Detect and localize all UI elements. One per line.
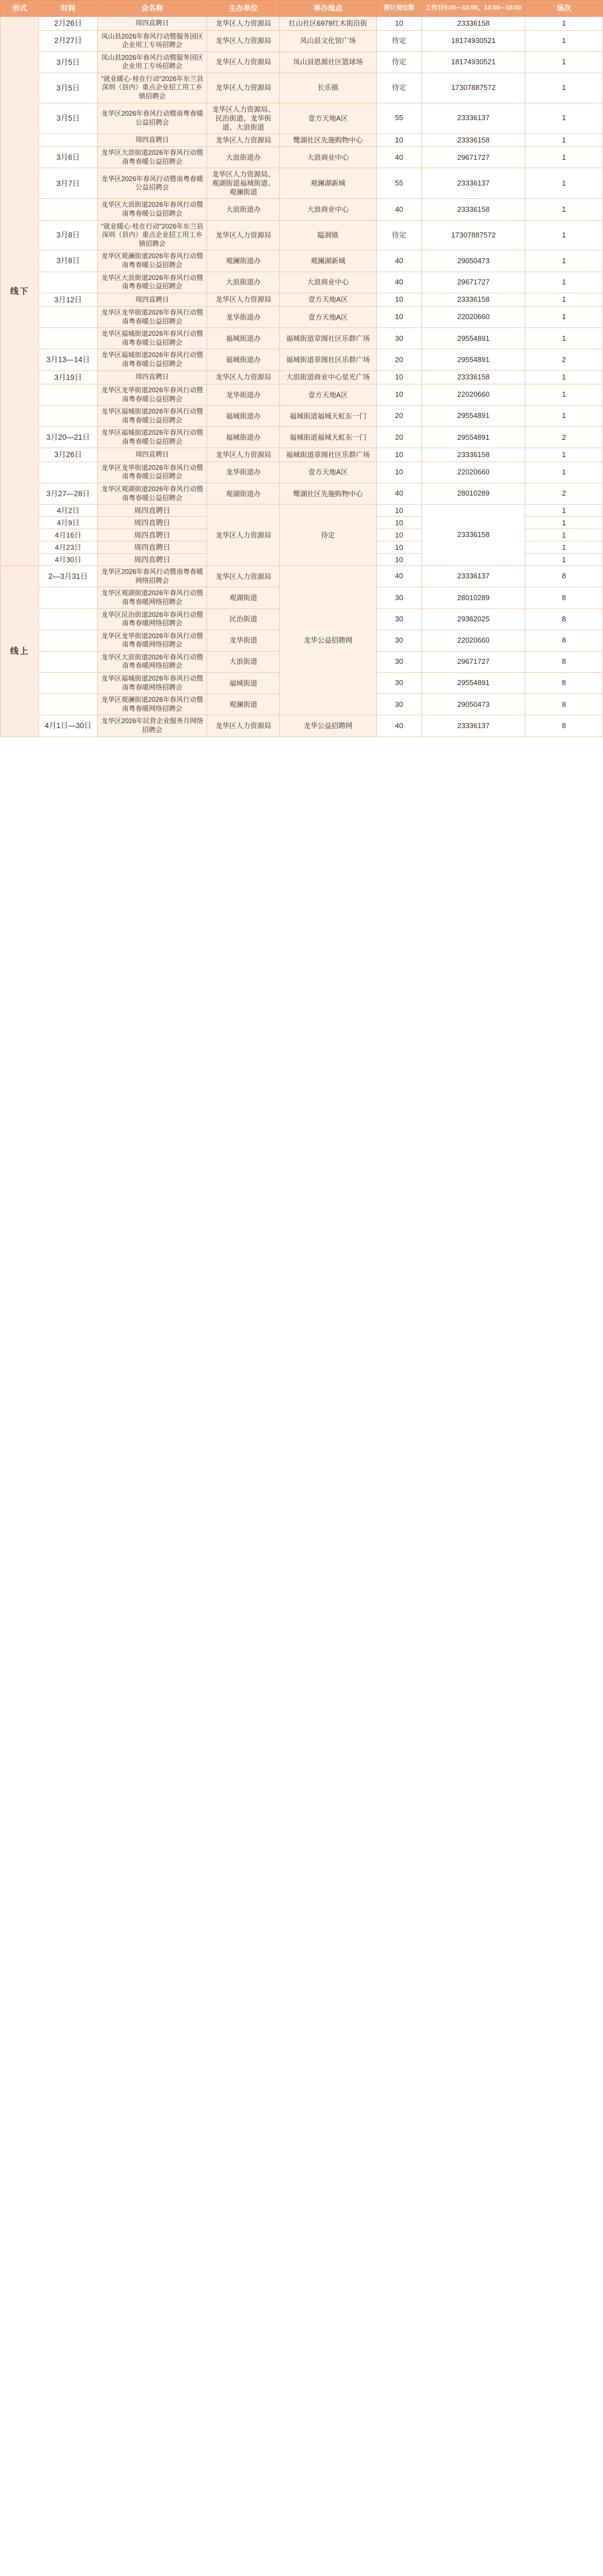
table-row xyxy=(1,505,603,566)
date-cell: 3月12日 xyxy=(39,293,97,306)
date-cell: 3月6日 xyxy=(39,147,97,168)
job-fair-schedule-table xyxy=(0,0,603,737)
fair-name-cell: 龙华区观澜街道2026年春风行动暨南粤春暖网络招聘会 xyxy=(97,694,207,715)
date-cell xyxy=(39,199,97,220)
sessions-cell: 8 xyxy=(525,566,603,587)
planned-posts-cell: 10 xyxy=(376,462,422,483)
organizer-cell: 龙华区人力资源局 xyxy=(207,134,280,147)
location-cell: 福城街道福城天虹东一门 xyxy=(280,406,377,427)
organizer-cell: 龙华区人力资源局 xyxy=(207,17,280,30)
location-cell: 福城街道章阁社区乐群广场 xyxy=(280,328,377,349)
header-worktime-phone: 工作日9:00—12:00，14:00—18:00 xyxy=(422,1,525,17)
header-mode: 形式 xyxy=(1,1,39,17)
sessions-cell: 1 xyxy=(525,199,603,220)
location-cell: 凤山县文化馆广场 xyxy=(280,30,377,51)
contact-phone-cell: 22020660 xyxy=(422,462,525,483)
fair-name-cell: 龙华区福城街道2026年春风行动暨南粤春暖公益招聘会 xyxy=(97,349,207,370)
planned-posts-cell: 40 xyxy=(376,147,422,168)
table-header-row xyxy=(1,1,603,17)
date-cell: 3月13—14日 xyxy=(39,349,97,370)
date-cell xyxy=(39,651,97,672)
table-row xyxy=(1,250,603,272)
fair-name-cell: 龙华区龙华街道2026年春风行动暨南粤春暖公益招聘会 xyxy=(97,462,207,483)
planned-posts-cell: 40 xyxy=(376,566,422,587)
table-row xyxy=(1,17,603,30)
contact-phone-cell: 22020660 xyxy=(422,384,525,405)
organizer-cell: 大浪街道 xyxy=(207,651,280,672)
date-cell: 2—3月31日 xyxy=(39,566,97,587)
planned-posts-cell: 10 xyxy=(376,448,422,462)
planned-posts-cell: 10 xyxy=(376,384,422,405)
fair-name-cell: 凤山县2026年春风行动暨服务园区企业用工专场招聘会 xyxy=(97,51,207,73)
fair-name-cell: 龙华区2026年春风行动暨南粤春暖公益招聘会 xyxy=(97,103,207,134)
date-cell: 3月5日 xyxy=(39,51,97,73)
date-cell: 3月26日 xyxy=(39,448,97,462)
planned-posts-cell: 40 xyxy=(376,483,422,504)
table-row xyxy=(1,30,603,51)
date-cell: 3月20—21日 xyxy=(39,427,97,448)
location-cell: 大浪商业中心 xyxy=(280,272,377,293)
sessions-cell: 8 xyxy=(525,673,603,694)
sessions-cell: 8 xyxy=(525,715,603,736)
sessions-cell: 1 xyxy=(525,250,603,272)
date-cell xyxy=(39,462,97,483)
table-row xyxy=(1,349,603,370)
fair-name-cell: 龙华区2026年春风行动暨南粤春暖网络招聘会 xyxy=(97,566,207,587)
contact-phone-cell: 29671727 xyxy=(422,651,525,672)
sessions-cell: 1 xyxy=(525,134,603,147)
organizer-cell: 大浪街道办 xyxy=(207,147,280,168)
table-header xyxy=(1,1,603,17)
header-fair-name: 会名称 xyxy=(97,1,207,17)
planned-posts-cell: 30 xyxy=(376,651,422,672)
sessions-cell: 1 xyxy=(525,462,603,483)
organizer-cell: 观澜街道 xyxy=(207,694,280,715)
organizer-cell: 龙华区人力资源局 xyxy=(207,220,280,250)
sessions-cell: 2 xyxy=(525,483,603,504)
sessions-cell: 8 xyxy=(525,694,603,715)
contact-phone-cell: 23336158 xyxy=(422,199,525,220)
planned-posts-cell: 10 xyxy=(376,307,422,328)
location-cell: 红山社区6979红木街沿街 xyxy=(280,17,377,30)
contact-phone-cell: 23336137 xyxy=(422,566,525,587)
fair-name-cell: 龙华区大浪街道2026年春风行动暨南粤春暖网络招聘会 xyxy=(97,651,207,672)
planned-posts-cell: 待定 xyxy=(376,73,422,103)
location-cell: 隘洞镇 xyxy=(280,220,377,250)
organizer-cell: 龙华区人力资源局 xyxy=(207,566,280,587)
sessions-cell: 1 xyxy=(525,147,603,168)
table-row xyxy=(1,73,603,103)
sessions-cell: 1 xyxy=(525,384,603,405)
date-cell xyxy=(39,694,97,715)
organizer-cell: 福城街道办 xyxy=(207,328,280,349)
mode-cell-online: 线上 xyxy=(1,566,39,737)
planned-posts-cell: 待定 xyxy=(376,51,422,73)
contact-phone-cell: 23336158 xyxy=(422,17,525,30)
fair-name-cell: "就业暖心·桂在行动"2026年东兰县深圳（县内）重点企业招工用工乡镇招聘会 xyxy=(97,220,207,250)
planned-posts-cell: 40 xyxy=(376,199,422,220)
location-cell: 福城街道章阁社区乐群广场 xyxy=(280,448,377,462)
fair-name-cell: 龙华区福城街道2026年春风行动暨南粤春暖公益招聘会 xyxy=(97,427,207,448)
planned-posts-cell: 40 xyxy=(376,715,422,736)
fair-name-cell: 龙华区大浪街道2026年春风行动暨南粤春暖公益招聘会 xyxy=(97,199,207,220)
date-cell xyxy=(39,673,97,694)
fair-name-cell: 龙华区大浪街道2026年春风行动暨南粤春暖公益招聘会 xyxy=(97,272,207,293)
fair-name-cell: 龙华区观澜街道2026年春风行动暨南粤春暖公益招聘会 xyxy=(97,250,207,272)
table-row xyxy=(1,272,603,293)
date-cell: 2月26日 xyxy=(39,17,97,30)
sessions-cell: 1 xyxy=(525,103,603,134)
organizer-cell: 观湖街道办 xyxy=(207,483,280,504)
table-row xyxy=(1,168,603,199)
location-cell: 观澜湖新城 xyxy=(280,250,377,272)
contact-phone-cell: 22020660 xyxy=(422,307,525,328)
fair-name-cell: 周四直聘日 xyxy=(97,370,207,384)
location-cell: 长乐镇 xyxy=(280,73,377,103)
sessions-cell: 1 xyxy=(525,448,603,462)
organizer-cell: 观澜街道办 xyxy=(207,250,280,272)
location-cell: 壹方天地A区 xyxy=(280,384,377,405)
planned-posts-cell: 30 xyxy=(376,630,422,651)
table-row xyxy=(1,199,603,220)
organizer-cell: 龙华区人力资源局 xyxy=(207,73,280,103)
table-row xyxy=(1,103,603,134)
planned-posts-cell: 40 xyxy=(376,250,422,272)
contact-phone-cell: 29554891 xyxy=(422,328,525,349)
fair-name-cell: 周四直聘日 xyxy=(97,448,207,462)
planned-posts-cell: 20 xyxy=(376,349,422,370)
table-row xyxy=(1,293,603,306)
fair-name-cell: 龙华区龙华街道2026年春风行动暨南粤春暖公益招聘会 xyxy=(97,384,207,405)
location-cell: 壹方天地A区 xyxy=(280,462,377,483)
table-row xyxy=(1,566,603,587)
contact-phone-cell: 29050473 xyxy=(422,694,525,715)
table-row xyxy=(1,307,603,328)
fair-name-cell: 龙华区大浪街道2026年春风行动暨南粤春暖公益招聘会 xyxy=(97,147,207,168)
date-cell xyxy=(39,134,97,147)
table-row xyxy=(1,51,603,73)
date-cell xyxy=(39,406,97,427)
fair-name-cell: 龙华区观湖街道2026年春风行动暨南粤春暖网络招聘会 xyxy=(97,587,207,609)
location-cell: 福城街道章阁社区乐群广场 xyxy=(280,349,377,370)
fair-name-cell: 龙华区2026年民营企业服务月网络招聘会 xyxy=(97,715,207,736)
sessions-cell: 1 xyxy=(525,406,603,427)
date-cell xyxy=(39,609,97,630)
contact-phone-cell: 18174930521 xyxy=(422,30,525,51)
planned-posts-cell: 55 xyxy=(376,168,422,199)
contact-phone-cell: 17307887572 xyxy=(422,220,525,250)
table-body xyxy=(1,17,603,736)
sessions-cell: 8 xyxy=(525,609,603,630)
location-cell: 大浪街道商业中心星光广场 xyxy=(280,370,377,384)
header-location: 举办地点 xyxy=(280,1,377,17)
location-cell: 待定 xyxy=(280,505,377,566)
contact-phone-cell: 23336137 xyxy=(422,715,525,736)
date-cell: 3月8日 xyxy=(39,220,97,250)
date-cell xyxy=(39,272,97,293)
date-cell: 3月5日 xyxy=(39,73,97,103)
organizer-cell: 观湖街道 xyxy=(207,587,280,609)
planned-posts-cell: 20 xyxy=(376,427,422,448)
sessions-cell: 1 xyxy=(525,17,603,30)
organizer-cell: 龙华区人力资源局、观湖街道福城街道、观澜街道 xyxy=(207,168,280,199)
contact-phone-cell: 17307887572 xyxy=(422,73,525,103)
contact-phone-cell: 28010289 xyxy=(422,587,525,609)
planned-posts-cell: 30 xyxy=(376,609,422,630)
schedule-sheet xyxy=(0,0,603,737)
location-cell: 鹭湖社区先施购物中心 xyxy=(280,134,377,147)
contact-phone-cell: 29554891 xyxy=(422,673,525,694)
mode-cell-offline: 线下 xyxy=(1,17,39,566)
sessions-cell: 1 xyxy=(525,272,603,293)
organizer-cell: 福城街道办 xyxy=(207,427,280,448)
planned-posts-cell: 20 xyxy=(376,406,422,427)
fair-name-cell: 龙华区福城街道2026年春风行动暨南粤春暖公益招聘会 xyxy=(97,328,207,349)
planned-posts-cell: 10 xyxy=(376,134,422,147)
table-row xyxy=(1,384,603,405)
date-cell: 4月1日—30日 xyxy=(39,715,97,736)
contact-phone-cell: 23336158 xyxy=(422,370,525,384)
sessions-cell: 2 xyxy=(525,427,603,448)
location-cell: 凤山县恩源社区篮球场 xyxy=(280,51,377,73)
sessions-cell: 1 xyxy=(525,51,603,73)
location-cell: 福城街道福城天虹东一门 xyxy=(280,427,377,448)
sessions-cell: 8 xyxy=(525,630,603,651)
date-cell xyxy=(39,630,97,651)
contact-phone-cell: 29671727 xyxy=(422,272,525,293)
organizer-cell: 龙华街道办 xyxy=(207,307,280,328)
fair-name-cell: 龙华区龙华街道2026年春风行动暨南粤春暖公益招聘会 xyxy=(97,307,207,328)
contact-phone-cell: 22020660 xyxy=(422,630,525,651)
table-row xyxy=(1,483,603,504)
date-cell: 2月27日 xyxy=(39,30,97,51)
table-row xyxy=(1,462,603,483)
sessions-cell: 2 xyxy=(525,349,603,370)
sessions-cell: 8 xyxy=(525,587,603,609)
fair-name-cell: 龙华区福城街道2026年春风行动暨南粤春暖网络招聘会 xyxy=(97,673,207,694)
date-cell: 3月8日 xyxy=(39,250,97,272)
planned-posts-cell: 30 xyxy=(376,328,422,349)
fair-name-cell: 龙华区2026年春风行动暨南粤春暖公益招聘会 xyxy=(97,168,207,199)
sessions-cell: 1 xyxy=(525,328,603,349)
sessions-cell: 1 xyxy=(525,220,603,250)
contact-phone-cell: 23336158 xyxy=(422,448,525,462)
organizer-cell: 福城街道办 xyxy=(207,406,280,427)
organizer-cell: 大浪街道办 xyxy=(207,199,280,220)
contact-phone-cell: 29554891 xyxy=(422,427,525,448)
location-cell: 壹方天地A区 xyxy=(280,293,377,306)
sessions-cell: 1 xyxy=(525,73,603,103)
location-cell: 鹭湖社区先施购物中心 xyxy=(280,483,377,504)
planned-posts-cell: 10 xyxy=(376,17,422,30)
organizer-cell: 龙华区人力资源局 xyxy=(207,293,280,306)
location-cell: 龙华公益招聘网 xyxy=(280,715,377,736)
organizer-cell: 龙华区人力资源局 xyxy=(207,505,280,566)
table-row xyxy=(1,427,603,448)
table-row xyxy=(1,134,603,147)
contact-phone-cell: 29362025 xyxy=(422,609,525,630)
header-sessions: 场次 xyxy=(525,1,603,17)
sessions-cell: 1 xyxy=(525,30,603,51)
planned-posts-cell: 待定 xyxy=(376,220,422,250)
organizer-cell: 龙华区人力资源局 xyxy=(207,448,280,462)
contact-phone-cell: 29050473 xyxy=(422,250,525,272)
fair-name-cell: 周四直聘日 xyxy=(97,17,207,30)
organizer-cell: 民治街道 xyxy=(207,609,280,630)
organizer-cell: 福城街道 xyxy=(207,673,280,694)
contact-phone-cell: 23336137 xyxy=(422,103,525,134)
planned-posts-cell: 10 xyxy=(376,293,422,306)
planned-posts-cell: 30 xyxy=(376,694,422,715)
contact-phone-cell: 29554891 xyxy=(422,406,525,427)
fair-name-cell: 周四直聘日 xyxy=(97,134,207,147)
contact-phone-cell: 18174930521 xyxy=(422,51,525,73)
contact-phone-cell: 23336158 xyxy=(422,134,525,147)
date-cell: 4月2日 4月9日 4月16日 4月23日 4月30日 xyxy=(39,505,97,566)
planned-posts-cell: 55 xyxy=(376,103,422,134)
organizer-cell: 龙华区人力资源局 xyxy=(207,51,280,73)
location-cell: 观澜湖新城 xyxy=(280,168,377,199)
organizer-cell: 龙华街道 xyxy=(207,630,280,651)
header-date: 时间 xyxy=(39,1,97,17)
table-row xyxy=(1,370,603,384)
table-row xyxy=(1,448,603,462)
location-cell: 大浪商业中心 xyxy=(280,199,377,220)
location-cell: 大浪商业中心 xyxy=(280,147,377,168)
table-row xyxy=(1,406,603,427)
fair-name-cell: 龙华区观湖街道2026年春风行动暨南粤春暖公益招聘会 xyxy=(97,483,207,504)
planned-posts-cell: 30 xyxy=(376,673,422,694)
sessions-cell: 8 xyxy=(525,651,603,672)
fair-name-cell: 龙华区龙华街道2026年春风行动暨南粤春暖网络招聘会 xyxy=(97,630,207,651)
planned-posts-cell: 待定 xyxy=(376,30,422,51)
date-cell: 3月5日 xyxy=(39,103,97,134)
date-cell: 3月19日 xyxy=(39,370,97,384)
location-cell: 龙华公益招聘网 xyxy=(280,566,377,715)
sessions-cell: 1 xyxy=(525,168,603,199)
sessions-cell: 1 1 1 1 1 xyxy=(525,505,603,566)
fair-name-cell: "就业暖心·桂在行动"2026年东兰县深圳（县内）重点企业招工用工乡镇招聘会 xyxy=(97,73,207,103)
date-cell xyxy=(39,307,97,328)
contact-phone-cell: 29554891 xyxy=(422,349,525,370)
date-cell xyxy=(39,384,97,405)
table-row xyxy=(1,715,603,736)
location-cell: 壹方天地A区 xyxy=(280,103,377,134)
planned-posts-cell: 30 xyxy=(376,587,422,609)
sessions-cell: 1 xyxy=(525,307,603,328)
fair-name-cell: 龙华区民治街道2026年春风行动暨南粤春暖网络招聘会 xyxy=(97,609,207,630)
table-row xyxy=(1,147,603,168)
fair-name-cell: 凤山县2026年春风行动暨服务园区企业用工专场招聘会 xyxy=(97,30,207,51)
organizer-cell: 龙华区人力资源局 xyxy=(207,370,280,384)
organizer-cell: 龙华街道办 xyxy=(207,384,280,405)
header-organizer: 主办单位 xyxy=(207,1,280,17)
location-cell: 壹方天地A区 xyxy=(280,307,377,328)
sessions-cell: 1 xyxy=(525,293,603,306)
planned-posts-cell: 10 10 10 10 10 xyxy=(376,505,422,566)
fair-name-cell: 周四直聘日 xyxy=(97,293,207,306)
contact-phone-cell: 28010289 xyxy=(422,483,525,504)
contact-phone-cell: 23336158 xyxy=(422,293,525,306)
sessions-cell: 1 xyxy=(525,370,603,384)
planned-posts-cell: 40 xyxy=(376,272,422,293)
date-cell: 3月7日 xyxy=(39,168,97,199)
header-planned-posts: 预计岗位数 xyxy=(376,1,422,17)
organizer-cell: 大浪街道办 xyxy=(207,272,280,293)
fair-name-cell: 周四直聘日 周四直聘日 周四直聘日 周四直聘日 周四直聘日 xyxy=(97,505,207,566)
contact-phone-cell: 29671727 xyxy=(422,147,525,168)
contact-phone-cell: 23336137 xyxy=(422,168,525,199)
contact-phone-cell: 23336158 xyxy=(422,505,525,566)
date-cell: 3月27—28日 xyxy=(39,483,97,504)
date-cell xyxy=(39,587,97,609)
organizer-cell: 龙华区人力资源局 xyxy=(207,715,280,736)
table-row xyxy=(1,328,603,349)
organizer-cell: 龙华区人力资源局 xyxy=(207,30,280,51)
date-cell xyxy=(39,328,97,349)
organizer-cell: 龙华区人力资源局、民治街道、龙华街道、大浪街道 xyxy=(207,103,280,134)
organizer-cell: 龙华街道办 xyxy=(207,462,280,483)
table-row xyxy=(1,220,603,250)
planned-posts-cell: 10 xyxy=(376,370,422,384)
organizer-cell: 福城街道办 xyxy=(207,349,280,370)
fair-name-cell: 龙华区福城街道2026年春风行动暨南粤春暖公益招聘会 xyxy=(97,406,207,427)
